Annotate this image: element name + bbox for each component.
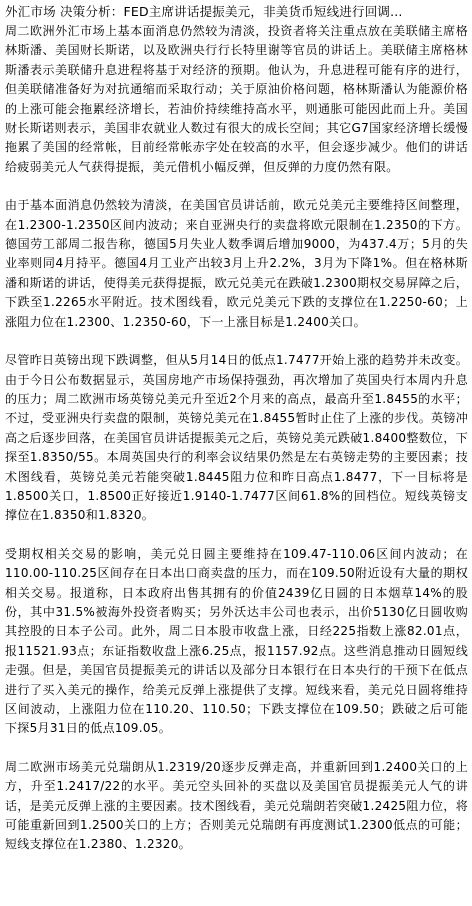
paragraph-spacer [5,177,468,196]
paragraph-eurusd: 由于基本面消息仍然较为清淡，在美国官员讲话前，欧元兑美元主要维持区间整理，在1.2300-1.2350区间内波动；来自亚洲央行的卖盘将欧元限制在1.2350的下方。德国劳工部周二报告称，德国5月失业人数季调后增加9000，为437.4万；5月的失业率则同4月持平。德国4月工业产出较3月上升2.2%，3月为下降1%。但在格林斯潘和斯诺的讲话，使得美元获得提振，欧元兑美元在跌破1.2300期权交易屏障之后，下跌至1.2265水平附近。技术图线看，欧元兑美元下跌的支撑位在1.2250-60；上涨阻力位在1.2300、1.2350-60，下一上涨目标是1.2400关口。 [5,198,468,329]
paragraph-usdjpy: 受期权相关交易的影响，美元兑日圆主要维持在109.47-110.06区间内波动；在110.00-110.25区间存在日本出口商卖盘的压力，而在109.50附近设有大量的期权相关交易。报道称，日本政府出售其拥有的价值2439亿日圆的日本烟草14%的股份，其中31.5%被海外投资者购买；另外沃达丰公司也表示，出价5130亿日圆收购其控股的日本子公司。此外，周二日本股市收盘上涨，日经225指数上涨82.01点，报11521.93点；东证指数收盘上涨6.25点，报1157.92点。这些消息推动日圆短线走强。但是，美国官员提振美元的讲话以及部分日本银行在日本央行的干预下在低点进行了买入美元的操作，给美元反弹上涨提供了支撑。短线来看，美元兑日圆将维持区间波动，上涨阻力位在110.20、110.50；下跌支撑位在109.50；跌破之后可能下探5月31日的低点109.05。 [5,546,468,736]
paragraph-spacer [5,526,468,545]
paragraph-overview: 周二欧洲外汇市场上基本面消息仍然较为清淡，投资者将关注重点放在美联储主席格林斯潘、美国财长斯诺，以及欧洲央行行长特里谢等官员的讲话上。美联储主席格林斯潘表示美联储升息进程将基于对经济的预期。他认为，升息进程可能有序的进行，但美联储准备好为对抗通缩而采取行动；关于原油价格问题，格林斯潘认为能源价格的上涨可能会拖累经济增长，若油价持续维持高水平，则通胀可能因此而上升。美国财长斯诺则表示，美国非农就业人数过有很大的成长空间；其它G7国家经济增长缓慢拖累了美国的经常帐，目前经常帐赤字处在较高的水平，但会逐步减少。他们的讲话给疲弱美元人气获得提振，美元借机小幅反弹，但反弹的力度仍然有限。 [5,24,468,174]
article-headline: 外汇市场 决策分析：FED主席讲话提振美元，非美货币短线进行回调... [5,4,403,19]
paragraph-spacer [5,332,468,351]
paragraph-usdchf: 周二欧洲市场美元兑瑞朗从1.2319/20逐步反弹走高，并重新回到1.2400关口的上方，升至1.2417/22的水平。美元空头回补的买盘以及美国官员提振美元人气的讲话，是美元反弹上涨的主要因素。技术图线看，美元兑瑞朗若突破1.2425阻力位，将可能重新回到1.2500关口的上方；否则美元兑瑞朗有再度测试1.2300低点的可能；短线支撑位在1.2380、1.2320。 [5,759,468,852]
paragraph-gbpusd: 尽管昨日英镑出现下跌调整，但从5月14日的低点1.7477开始上涨的趋势并未改变。由于今日公布数据显示，英国房地产市场保持强劲，再次增加了英国央行本周内升息的压力；周二欧洲市场英镑兑美元升至近2个月来的高点，最高升至1.8455的水平；不过，受亚洲央行卖盘的限制，英镑兑美元在1.8455暂时止住了上涨的步伐。英镑冲高之后逐步回落，在美国官员讲话提振美元之后，英镑兑美元跌破1.8400整数位，下探至1.8350/55。本周英国央行的利率会议结果仍然是左右英镑走势的主要因素；技术图线看，英镑兑美元若能突破1.8445阻力位和昨日高点1.8477，下一目标将是1.8500关口，1.8500正好接近1.9140-1.7477区间61.8%的回档位。短线英镑支撑位在1.8350和1.8320。 [5,353,468,523]
paragraph-spacer [5,739,468,758]
